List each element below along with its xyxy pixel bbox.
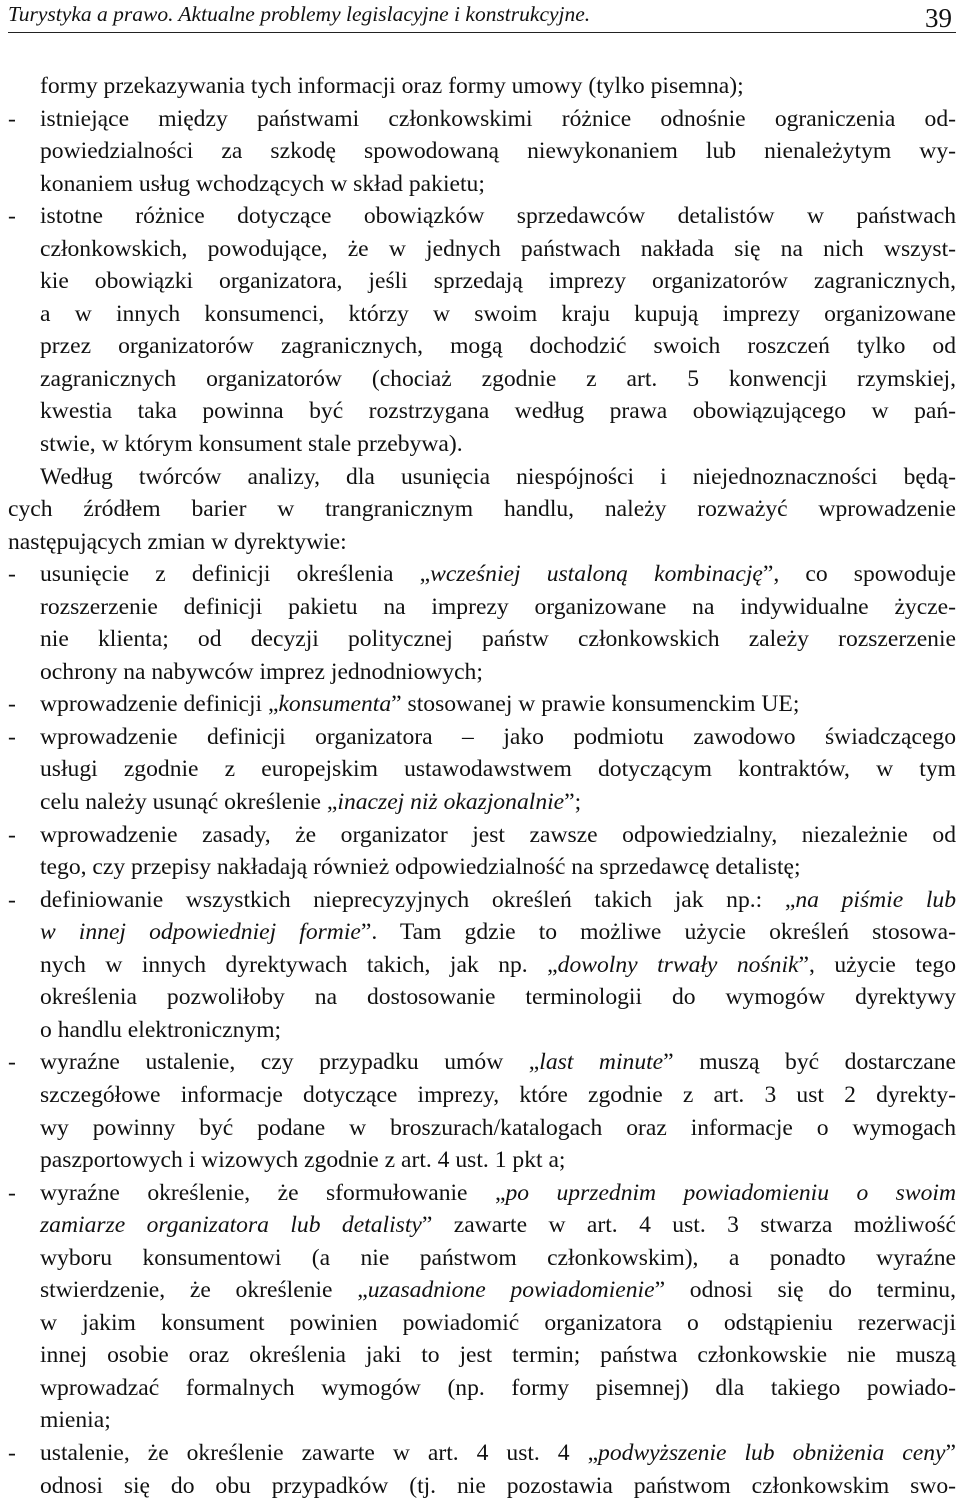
text-line: powiedzialności za szkodę spowodowaną niewykonaniem lub nienależytym wy- xyxy=(40,138,956,165)
text-line: usługi zgodnie z europejskim ustawodawstwem dotyczącym kontraktów, w tym xyxy=(40,756,956,783)
text-line: formy przekazywania tych informacji oraz formy umowy (tylko pisemna); xyxy=(40,73,744,99)
text-line: innej osobie oraz określenia jaki to jest termin; państwa członkowskie nie muszą xyxy=(40,1342,956,1369)
list-item: - istniejące między państwami członkowskimi różnice odnośnie ograniczenia od- xyxy=(8,103,956,136)
list-dash: - xyxy=(8,723,16,750)
text-line: wprowadzać formalnych wymogów (np. formy pisemnej) dla takiego powiado- xyxy=(40,1374,956,1401)
text-line: następujących zmian w dyrektywie: xyxy=(8,528,347,555)
italic-term: wcześniej ustaloną kombinację xyxy=(430,561,763,588)
italic-term: zamiarze organizatora lub detalisty xyxy=(40,1212,422,1239)
text-line: mienia; xyxy=(40,1407,111,1434)
text-line: o handlu elektronicznym; xyxy=(40,1016,282,1043)
list-dash: - xyxy=(8,561,16,588)
list-item: - wprowadzenie definicji organizatora – jako podmiotu zawodowo świadczącego xyxy=(8,721,956,754)
list-item: - wyraźne określenie, że sformułowanie „po uprzednim powiadomieniu o swoim xyxy=(8,1177,956,1210)
text-line: wyboru konsumentowi (a nie państwom członkowskim), a ponadto wyraźne xyxy=(40,1244,956,1271)
text-line: tego, czy przepisy nakładają również odpowiedzialność na sprzedawcę detalistę; xyxy=(40,854,801,881)
list-dash: - xyxy=(8,1179,16,1206)
text-line: ochrony na nabywców imprez jednodniowych; xyxy=(40,658,483,685)
list-dash: - xyxy=(8,203,16,230)
italic-term: na piśmie lub xyxy=(795,886,956,913)
text-line: odnosi się do obu przypadków (tj. nie pozostawia państwom członkowskim swo- xyxy=(40,1472,956,1499)
list-item: - wyraźne ustalenie, czy przypadku umów „last minute” muszą być dostarczane xyxy=(8,1046,956,1079)
text-line: kwestia taka powinna być rozstrzygana według prawa obowiązującego w pań- xyxy=(40,398,956,425)
text-line: rozszerzenie definicji pakietu na imprezy organizowane na indywidualne życze- xyxy=(40,593,956,620)
page-number: 39 xyxy=(925,3,952,33)
list-dash: - xyxy=(8,1439,16,1466)
list-dash: - xyxy=(8,1049,16,1076)
list-item: - usunięcie z definicji określenia „wcześniej ustaloną kombinację”, co spowoduje xyxy=(8,558,956,591)
italic-term: uzasadnione powiadomienie xyxy=(367,1277,655,1304)
text-line: kie obowiązki organizatora, jeśli sprzedają imprezy organizatorów zagranicznych, xyxy=(40,268,956,295)
body-text xyxy=(8,70,956,1502)
list-item: - wprowadzenie definicji „konsumenta” stosowanej w prawie konsumenckim UE; xyxy=(8,688,956,721)
italic-term: konsumenta xyxy=(278,691,392,718)
paragraph-first-line: Według twórców analizy, dla usunięcia niespójności i niejednoznaczności będą- xyxy=(40,463,956,490)
list-item: - definiowanie wszystkich nieprecyzyjnych określeń takich jak np.: „na piśmie lub xyxy=(8,884,956,917)
text-line: szczegółowe informacje dotyczące imprezy, które zgodnie z art. 3 ust 2 dyrekty- xyxy=(40,1081,956,1108)
header-title: Turystyka a prawo. Aktualne problemy legislacyjne i konstrukcyjne. xyxy=(8,2,591,26)
italic-term: podwyższenie lub obniżenia ceny xyxy=(598,1439,946,1466)
text-line: wy powinny być podane w broszurach/katalogach oraz informacje o wymogach xyxy=(40,1114,956,1141)
list-dash: - xyxy=(8,691,16,718)
text-line: cych źródłem barier w trangranicznym handlu, należy rozważyć wprowadzenie xyxy=(8,496,956,523)
text-line: zamiarze organizatora lub detalisty” zawarte w art. 4 ust. 3 stwarza możliwość xyxy=(40,1212,956,1239)
italic-term: po uprzednim powiadomieniu o swoim xyxy=(505,1179,956,1206)
text-line: określenia pozwoliłoby na dostosowanie terminologii do wymogów dyrektywy xyxy=(40,984,956,1011)
list-dash: - xyxy=(8,886,16,913)
text-line: w jakim konsument powinien powiadomić organizatora o odstąpieniu rezerwacji xyxy=(40,1309,956,1336)
text-line: konaniem usług wchodzących w skład pakietu; xyxy=(40,170,485,197)
list-item: - istotne różnice dotyczące obowiązków sprzedawców detalistów w państwach xyxy=(8,200,956,233)
text-line: nych w innych dyrektywach takich, jak np. „dowolny trwały nośnik”, użycie tego xyxy=(40,951,956,978)
text-line: zagranicznych organizatorów (chociaż zgodnie z art. 5 konwencji rzymskiej, xyxy=(40,365,956,392)
text-line: stwie, w którym konsument stale przebywa). xyxy=(40,431,463,458)
text-line: członkowskich, powodujące, że w jednych państwach nakłada się na nich wszyst- xyxy=(40,235,956,262)
italic-term: inaczej niż okazjonalnie xyxy=(337,789,565,816)
list-dash: - xyxy=(8,821,16,848)
list-dash: - xyxy=(8,105,16,132)
text-line: w innej odpowiedniej formie”. Tam gdzie to możliwe użycie określeń stosowa- xyxy=(40,919,956,946)
list-item: - wprowadzenie zasady, że organizator jest zawsze odpowiedzialny, niezależnie od xyxy=(8,819,956,852)
text-line: celu należy usunąć określenie „inaczej niż okazjonalnie”; xyxy=(40,789,582,816)
italic-term: last minute xyxy=(539,1049,664,1076)
text-line: a w innych konsumenci, którzy w swoim kraju kupują imprezy organizowane xyxy=(40,300,956,327)
italic-term: dowolny trwały nośnik xyxy=(557,951,799,978)
document-page xyxy=(8,0,957,1499)
text-line: paszportowych i wizowych zgodnie z art. 4 ust. 1 pkt a; xyxy=(40,1147,566,1174)
list-item: - ustalenie, że określenie zawarte w art. 4 ust. 4 „podwyższenie lub obniżenia ceny” xyxy=(8,1437,956,1470)
text-line: przez organizatorów zagranicznych, mogą dochodzić swoich roszczeń tylko od xyxy=(40,333,956,360)
italic-term: w innej odpowiedniej formie xyxy=(40,919,361,946)
text-line: stwierdzenie, że określenie „uzasadnione powiadomienie” odnosi się do terminu, xyxy=(40,1277,956,1304)
text-line: nie klienta; od decyzji politycznej państw członkowskich zależy rozszerzenie xyxy=(40,626,956,653)
running-header xyxy=(8,0,956,33)
